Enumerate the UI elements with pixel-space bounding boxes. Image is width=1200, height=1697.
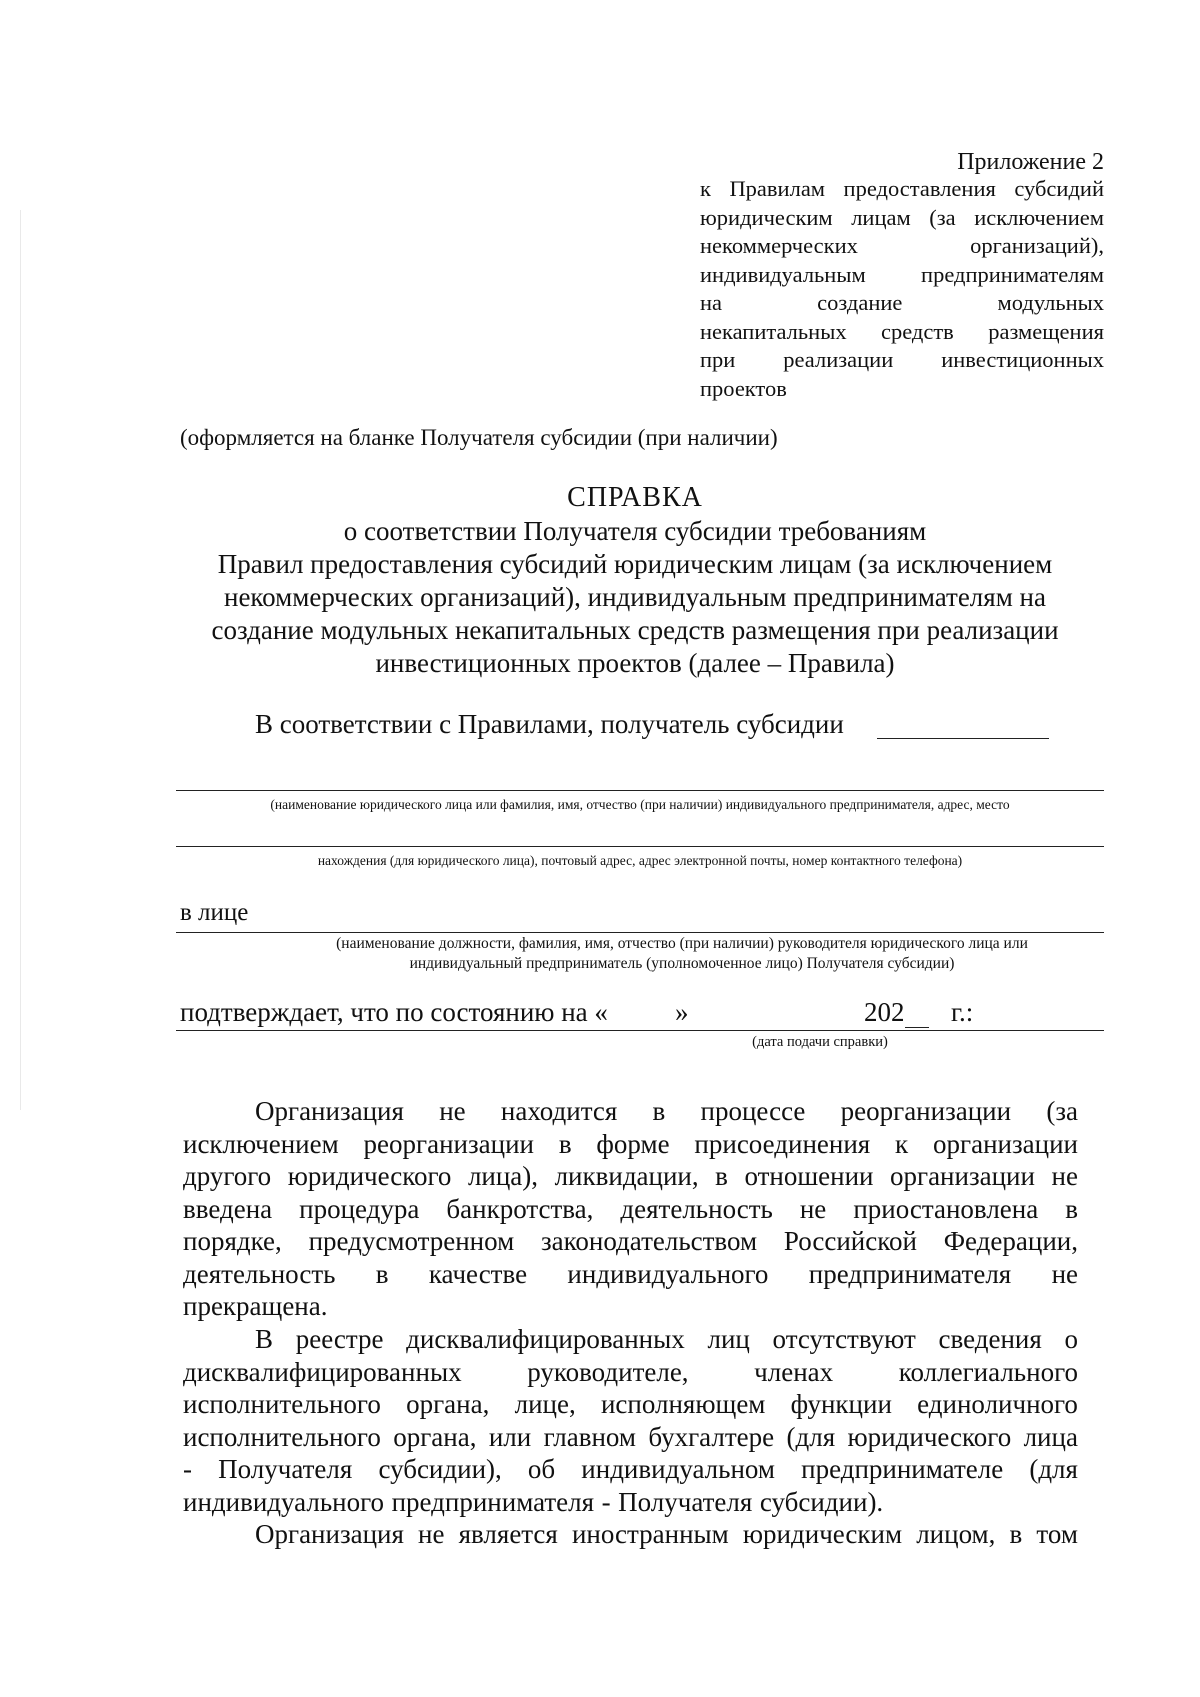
word: - [601, 1486, 611, 1517]
word: исполнительного [183, 1389, 381, 1419]
word: - [183, 1454, 192, 1484]
word: процедура [299, 1193, 420, 1224]
confirm-year: 202 [864, 997, 905, 1027]
word: законодательством [540, 1226, 758, 1256]
word: органа, [393, 1421, 477, 1452]
word: некоммерческих [700, 233, 858, 258]
word: сведения [938, 1324, 1042, 1354]
word: лицом, [916, 1519, 996, 1549]
paragraph-line [183, 1388, 1078, 1421]
word: реорганизации [840, 1096, 1012, 1126]
subtitle-line: инвестиционных проектов (далее – Правила) [375, 648, 895, 678]
word: о [1064, 1324, 1078, 1354]
word: организаций), [970, 233, 1104, 258]
word: исполняющем [600, 1389, 766, 1419]
appendix-text [700, 175, 1104, 403]
word: средств [880, 318, 954, 344]
word: главном [543, 1421, 637, 1452]
word: Организация [255, 1096, 404, 1126]
appendix-line [700, 261, 1104, 290]
confirm-close-quote: » [675, 997, 689, 1027]
word: на [700, 290, 723, 315]
word: в [1065, 1193, 1078, 1224]
word: процессе [700, 1096, 806, 1126]
year-digit-blank[interactable] [905, 1027, 929, 1028]
word: руководителе, [527, 1356, 689, 1387]
word: индивидуальным [700, 261, 866, 287]
word: в [1009, 1519, 1023, 1549]
word: Российской [783, 1226, 917, 1256]
word: исключением [183, 1128, 339, 1159]
word: в [715, 1161, 728, 1191]
paragraph-line [183, 1193, 1078, 1226]
word: предпринимателе [801, 1454, 1004, 1484]
word: модульных [997, 290, 1104, 315]
word: в [375, 1258, 389, 1289]
paragraph-line [183, 1095, 1078, 1128]
word: субсидий [1014, 176, 1104, 201]
word: том [1036, 1519, 1078, 1549]
word: не [1051, 1161, 1078, 1191]
word: предпринимателя [391, 1486, 595, 1517]
appendix-line [700, 232, 1104, 261]
subtitle-line: Правил предоставления субсидий юридическим лицам (за исключением [217, 549, 1053, 579]
word: исключением [974, 204, 1104, 230]
word: (для [786, 1421, 836, 1452]
word: лице, [514, 1389, 576, 1419]
word: исполнительного [183, 1421, 381, 1452]
date-caption: (дата подачи справки) [752, 1034, 888, 1050]
paragraph-line [183, 1486, 1078, 1519]
paragraph-reorganization [183, 1095, 1078, 1323]
recipient-caption-1: (наименование юридического лица или фамилия, имя, отчество (при наличии) индивидуального предпринимателя, адрес, место [270, 797, 1010, 812]
word: Правилам [729, 176, 826, 201]
word: В [255, 1324, 274, 1354]
word: юридическим [742, 1519, 903, 1549]
in-person-caption-1: (наименование должности, фамилия, имя, отчество (при наличии) руководителя юридического лица или [336, 935, 1028, 952]
word: не [439, 1096, 466, 1126]
word: порядке, [183, 1226, 282, 1256]
word: единоличного [917, 1389, 1078, 1419]
word: Организация [255, 1519, 404, 1549]
word: деятельность [183, 1258, 336, 1289]
in-person-caption-2: индивидуальный предприниматель (уполномоченное лицо) Получателя субсидии) [409, 955, 955, 972]
word: в [652, 1096, 666, 1126]
recipient-intro: В соответствии с Правилами, получатель субсидии [255, 709, 844, 739]
scan-edge-mark [20, 210, 21, 1110]
word: предоставления [843, 176, 996, 201]
word: лицам [851, 204, 911, 230]
paragraph-line [183, 1160, 1078, 1193]
word: лиц [707, 1324, 750, 1354]
paragraph-foreign-entity [183, 1518, 1078, 1551]
recipient-name-line[interactable] [176, 790, 1104, 791]
word: Получателя [218, 1454, 353, 1484]
in-person-line[interactable] [176, 932, 1104, 933]
word: не [799, 1193, 827, 1224]
word: организации [933, 1128, 1078, 1159]
letterhead-note: (оформляется на бланке Получателя субсидии (при наличии) [180, 425, 778, 450]
word: Федерации, [943, 1226, 1078, 1256]
word: индивидуальном [581, 1454, 775, 1484]
word: (для [1029, 1454, 1078, 1484]
word: (за [1046, 1096, 1078, 1126]
document-subtitle [170, 515, 1100, 680]
appendix-line [700, 289, 1104, 318]
word: субсидии), [378, 1454, 502, 1484]
subtitle-line: создание модульных некапитальных средств размещения при реализации [211, 615, 1059, 645]
appendix-line [700, 318, 1104, 347]
word: членах [754, 1356, 834, 1387]
word: к [895, 1128, 909, 1159]
appendix-line [700, 204, 1104, 233]
word: органа, [406, 1389, 490, 1419]
word: некапитальных [700, 318, 847, 344]
word: отсутствуют [772, 1324, 916, 1354]
word: деятельность [620, 1193, 773, 1224]
appendix-line [700, 375, 1104, 404]
recipient-address-line[interactable] [176, 846, 1104, 847]
appendix-title: Приложение 2 [957, 149, 1104, 175]
word: иностранным [571, 1519, 729, 1549]
in-person-label: в лице [180, 899, 249, 926]
word: является [458, 1519, 558, 1549]
paragraph-line [183, 1323, 1078, 1356]
word: юридического [847, 1421, 1012, 1452]
word: создание [817, 290, 903, 315]
word: функции [790, 1389, 892, 1419]
paragraph-line [183, 1518, 1078, 1551]
confirm-year-suffix: г.: [951, 997, 974, 1027]
word: не [1051, 1258, 1078, 1289]
word: (за [929, 204, 956, 230]
subtitle-line: о соответствии Получателя субсидии требованиям [343, 516, 927, 546]
word: субсидии). [759, 1486, 884, 1517]
word: предпринимателя [808, 1258, 1012, 1289]
word: дисквалифицированных [183, 1356, 462, 1387]
word: об [527, 1454, 556, 1484]
paragraph-line [183, 1356, 1078, 1389]
appendix-line [700, 175, 1104, 204]
word: прекращена. [183, 1291, 328, 1321]
word: коллегиального [898, 1356, 1078, 1387]
date-line[interactable] [176, 1030, 1104, 1031]
word: форме [596, 1128, 670, 1159]
word: инвестиционных [941, 347, 1104, 372]
word: банкротства, [446, 1193, 594, 1224]
word: реорганизации [363, 1128, 534, 1159]
word: предусмотренном [308, 1226, 515, 1256]
word: индивидуального [183, 1486, 385, 1517]
word: юридического [287, 1161, 452, 1191]
word: ликвидации, [554, 1161, 699, 1191]
word: присоединения [694, 1128, 871, 1159]
recipient-caption-2: нахождения (для юридического лица), почтовый адрес, адрес электронной почты, номер контактного телефона) [317, 853, 963, 868]
word: или [488, 1421, 532, 1452]
word: качестве [428, 1258, 528, 1289]
word: лица), [467, 1161, 539, 1191]
appendix-line [700, 346, 1104, 375]
paragraph-line [183, 1128, 1078, 1161]
word: находится [500, 1096, 618, 1126]
word: другого [183, 1161, 272, 1191]
paragraph-line [183, 1421, 1078, 1454]
word: приостановлена [853, 1193, 1039, 1224]
confirm-text: подтверждает, что по состоянию на « [180, 997, 608, 1027]
word: к [700, 176, 711, 201]
word: юридическим [700, 204, 833, 230]
word: размещения [988, 318, 1104, 344]
word: в [558, 1128, 572, 1159]
word: организации [890, 1161, 1035, 1191]
word: не [418, 1519, 445, 1549]
recipient-name-blank[interactable] [877, 738, 1049, 739]
paragraph-line [183, 1225, 1078, 1258]
word: лица [1023, 1421, 1078, 1452]
word: бухгалтере [648, 1421, 775, 1452]
word: реализации [783, 347, 894, 372]
word: проектов [700, 375, 787, 401]
word: дисквалифицированных [406, 1324, 685, 1354]
word: отношении [744, 1161, 874, 1191]
paragraph-line [183, 1290, 1078, 1323]
document-title: СПРАВКА [567, 482, 703, 513]
word: Получателя [618, 1486, 753, 1517]
paragraph-disqualified-registry [183, 1323, 1078, 1518]
word: введена [183, 1193, 273, 1224]
word: индивидуального [567, 1258, 769, 1289]
subtitle-line: некоммерческих организаций), индивидуальным предпринимателям на [224, 582, 1046, 612]
paragraph-line [183, 1258, 1078, 1291]
word: предпринимателям [921, 261, 1104, 287]
word: при [700, 347, 736, 372]
word: реестре [295, 1324, 384, 1354]
paragraph-line [183, 1453, 1078, 1486]
